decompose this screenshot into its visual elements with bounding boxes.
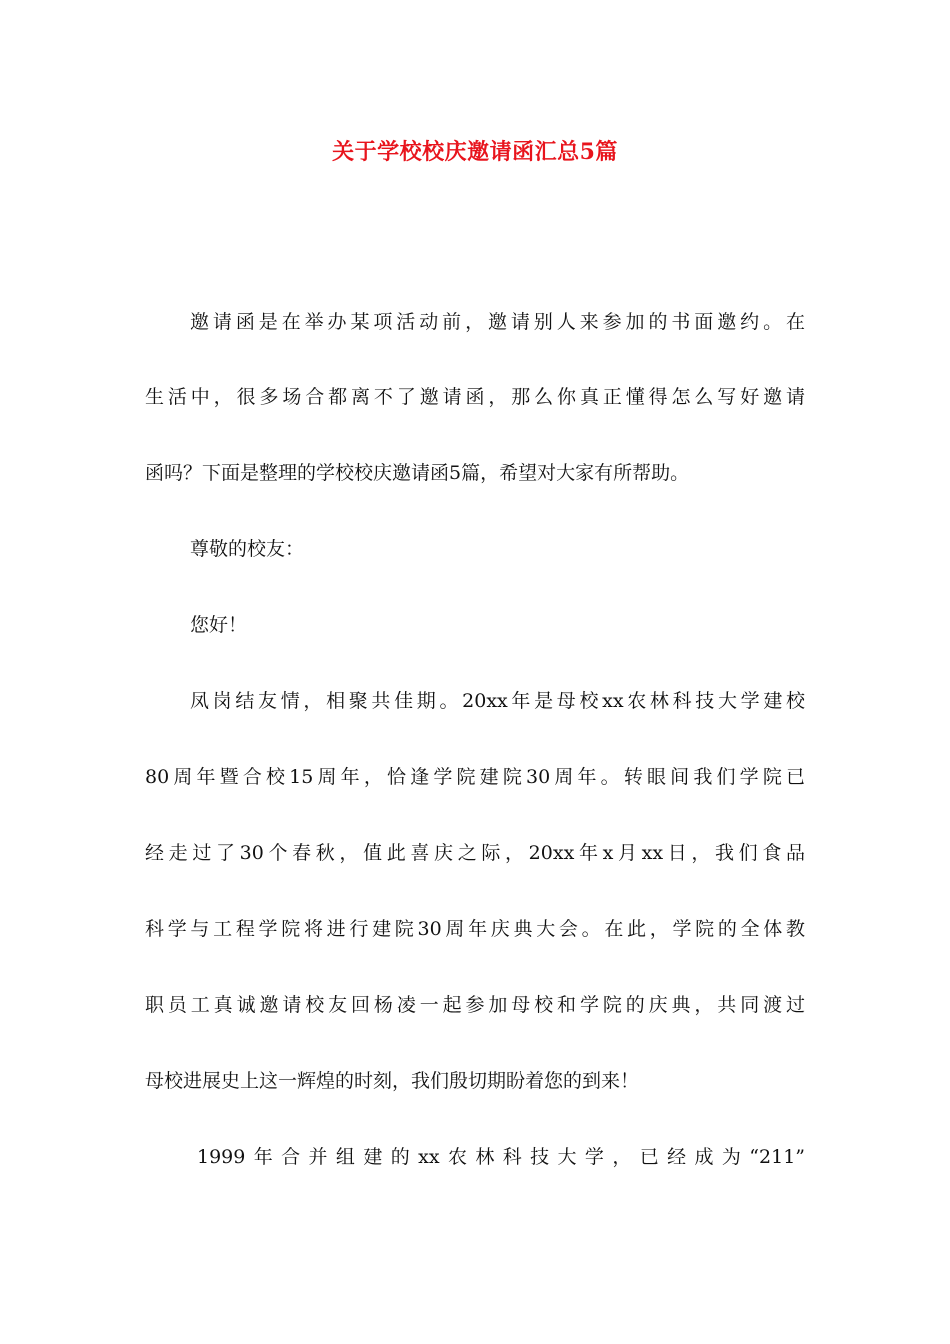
paragraph-line: 1999年合并组建的xx农林科技大学，已经成为“211” bbox=[197, 1146, 805, 1168]
paragraph-line: 生活中，很多场合都离不了邀请函，那么你真正懂得怎么写好邀请 bbox=[145, 386, 805, 408]
paragraph-line: 职员工真诚邀请校友回杨凌一起参加母校和学院的庆典，共同渡过 bbox=[145, 994, 805, 1016]
paragraph-line: 函吗？下面是整理的学校校庆邀请函5篇，希望对大家有所帮助。 bbox=[145, 462, 690, 484]
paragraph-line: 邀请函是在举办某项活动前，邀请别人来参加的书面邀约。在 bbox=[190, 311, 805, 333]
paragraph-line: 母校进展史上这一辉煌的时刻，我们殷切期盼着您的到来！ bbox=[145, 1070, 640, 1092]
paragraph-line: 80周年暨合校15周年，恰逢学院建院30周年。转眼间我们学院已 bbox=[145, 766, 805, 788]
paragraph-line: 凤岗结友情，相聚共佳期。20xx年是母校xx农林科技大学建校 bbox=[190, 690, 805, 712]
greeting-line: 您好！ bbox=[190, 614, 248, 636]
paragraph-line: 科学与工程学院将进行建院30周年庆典大会。在此，学院的全体教 bbox=[145, 918, 805, 940]
paragraph-line: 经走过了30个春秋，值此喜庆之际，20xx年x月xx日，我们食品 bbox=[145, 842, 805, 864]
document-title: 关于学校校庆邀请函汇总5篇 bbox=[332, 139, 618, 165]
salutation-line: 尊敬的校友： bbox=[190, 538, 305, 560]
